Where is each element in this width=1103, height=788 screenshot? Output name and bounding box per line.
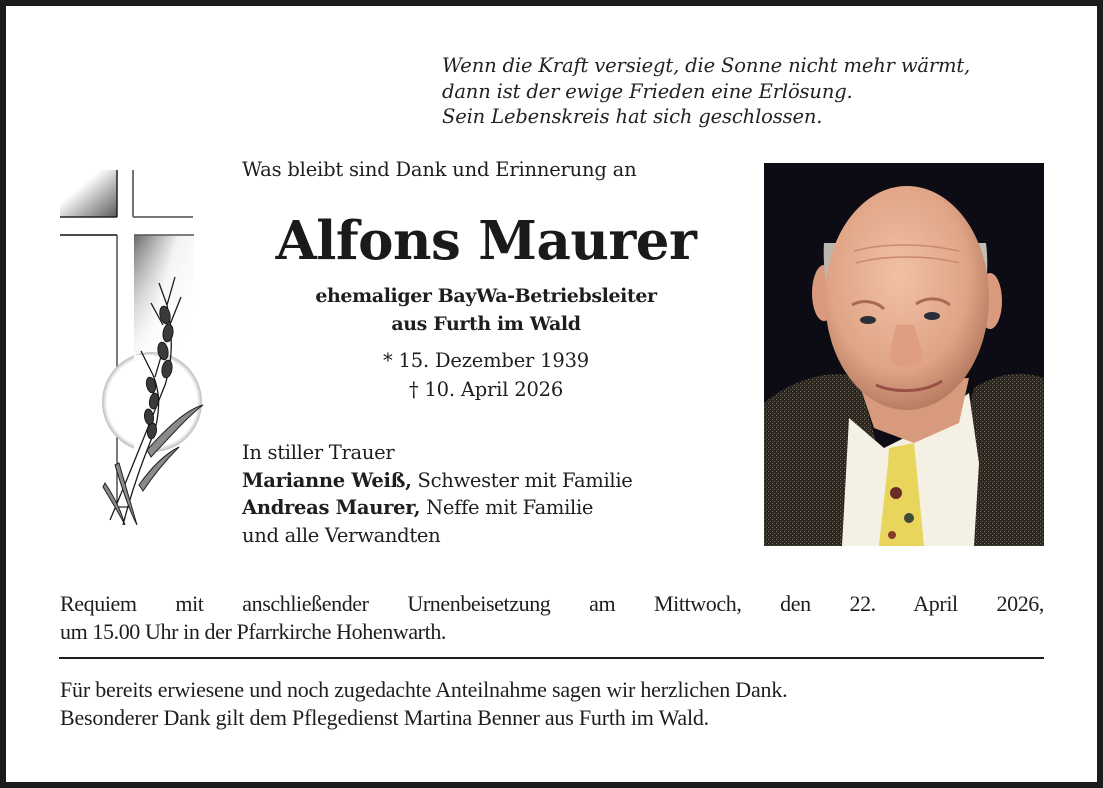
role-line: ehemaliger BayWa-Betriebsleiter (315, 285, 657, 307)
service-line: um 15.00 Uhr in der Pfarrkirche Hohenwarth. (60, 618, 447, 644)
life-dates (236, 346, 736, 404)
mourners-list (242, 439, 742, 549)
deceased-name: Alfons Maurer (275, 210, 697, 272)
mourner-relation: Schwester mit Familie (411, 468, 633, 492)
motto-line: Sein Lebenskreis hat sich geschlossen. (442, 105, 823, 128)
mourning-heading: In stiller Trauer (242, 441, 395, 464)
mourner-entry (242, 467, 742, 495)
service-announcement (60, 590, 1044, 645)
motto-line: dann ist der ewige Frieden eine Erlösung. (442, 79, 853, 103)
death-date: † 10. April 2026 (408, 378, 564, 401)
mourner-relation: Neffe mit Familie (420, 496, 594, 519)
birth-date: * 15. Dezember 1939 (382, 349, 589, 372)
mourner-name: Marianne Weiß, (242, 468, 412, 492)
intro-text: Was bleibt sind Dank und Erinnerung an (242, 158, 637, 181)
motto-poem (442, 53, 1062, 130)
deceased-role (236, 282, 736, 338)
mourner-entry (242, 494, 742, 522)
cross-with-wheat-icon (55, 165, 215, 530)
hometown-line: aus Furth im Wald (391, 313, 581, 335)
mourner-name: Andreas Maurer, (242, 496, 421, 519)
thanks-line: Besonderer Dank gilt dem Pflegedienst Martina Benner aus Furth im Wald. (60, 705, 709, 730)
thanks-note (60, 676, 1050, 732)
service-line: Requiem mit anschließender Urnenbeisetzung am Mittwoch, den 22. April 2026, (60, 591, 1044, 616)
thanks-line: Für bereits erwiesene und noch zugedachte Anteilnahme sagen wir herzlichen Dank. (60, 677, 788, 702)
mourning-closing: und alle Verwandten (242, 523, 441, 547)
divider (59, 657, 1044, 659)
portrait-photo (764, 163, 1044, 546)
motto-line: Wenn die Kraft versiegt, die Sonne nicht mehr wärmt, (442, 54, 971, 77)
